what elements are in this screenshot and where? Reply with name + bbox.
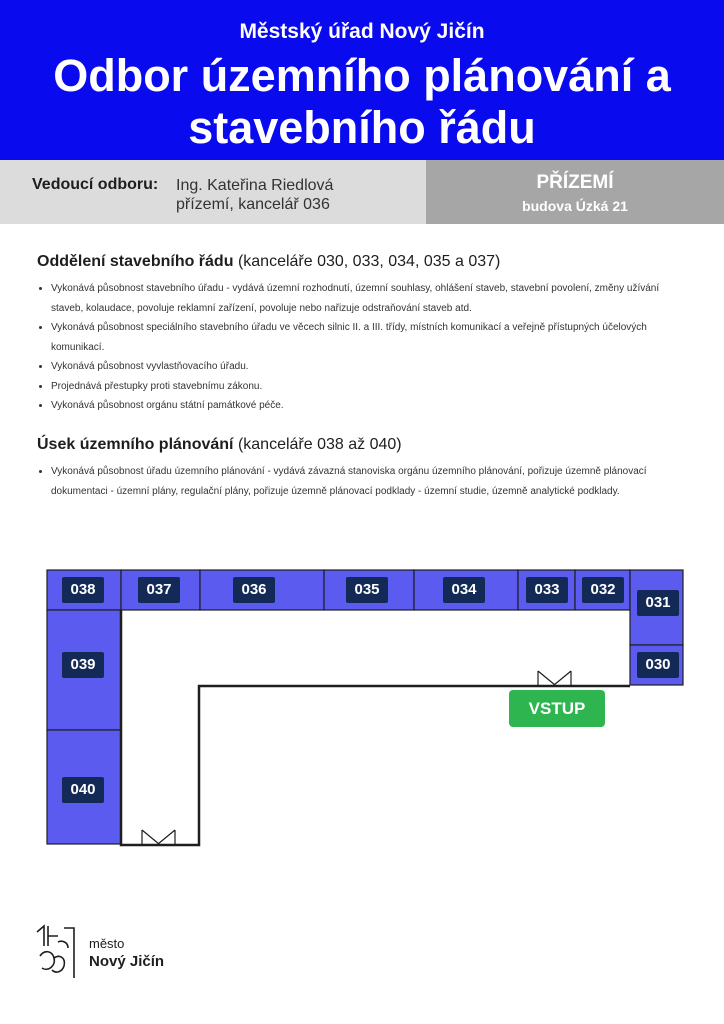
city-logo [34,924,194,984]
city-emblem-icon [34,924,82,980]
floor-bar [426,160,724,224]
room-label-040: 040 [62,777,104,803]
floor-name: PŘÍZEMÍ [536,172,614,193]
list-item: • Vykonává působnost orgánu státní památkové péče. [51,396,677,416]
page-title [0,50,724,154]
room-label-030: 030 [637,652,679,678]
city-office-name: Městský úřad Nový Jičín [239,20,485,43]
room-label-039: 039 [62,652,104,678]
floor-plan [0,560,724,860]
head-label: Vedoucí odboru: [32,176,159,193]
room-label-036: 036 [233,577,275,603]
section-title-text: Oddělení stavebního řádu [37,253,234,270]
section-building-order [37,253,677,416]
head-name: Ing. Kateřina Riedlová [176,177,334,194]
room-label-034: 034 [443,577,485,603]
room-label-035: 035 [346,577,388,603]
entrance-badge: VSTUP [509,690,605,727]
department-head-bar [0,160,426,224]
page-header [0,0,724,160]
logo-line-1: město [89,936,125,951]
room-label-037: 037 [138,577,180,603]
list-item: • Vykonává působnost stavebního úřadu - vydává územní rozhodnutí, územní souhlasy, ohlášení staveb, stavební povolení, změny užívání staveb, kolaudace, povoluje reklamní zařízení, povoluje nebo nařizuje odstraňování staveb atd. [51,279,677,318]
title-line-2: stavebního řádu [188,102,536,153]
room-label-033: 033 [526,577,568,603]
list-item: • Vykonává působnost speciálního stavebního úřadu ve věcech silnic II. a III. třídy, místních komunikací a veřejně přístupných účelových komunikací. [51,318,677,357]
section-title-text: Úsek územního plánování [37,436,234,453]
section-list [37,279,677,416]
section-spatial-planning [37,436,677,501]
door-rear-icon [142,830,175,844]
room-label-038: 038 [62,577,104,603]
title-line-1: Odbor územního plánování a [53,50,671,101]
door-entry-icon [538,671,571,685]
section-offices: (kanceláře 038 až 040) [237,436,402,453]
section-offices: (kanceláře 030, 033, 034, 035 a 037) [237,253,501,270]
floor-plan-drawing [0,560,724,860]
head-office: přízemí, kancelář 036 [176,196,330,213]
logo-line-2: Nový Jičín [89,953,165,970]
list-item: • Vykonává působnost úřadu územního plánování - vydává závazná stanoviska orgánu územního plánování, pořizuje územně plánovací dokumentaci - územní plány, regulační plány, pořizuje územně plánovací podklady - územní studie, územně analytické podklady. [51,462,677,501]
section-title [37,436,677,454]
head-details [176,176,333,214]
building-name: budova Úzká 21 [522,198,628,214]
list-item: • Vykonává působnost vyvlastňovacího úřadu. [51,357,677,377]
corridor-wall [121,610,630,845]
list-item: • Projednává přestupky proti stavebnímu zákonu. [51,377,677,397]
section-list [37,462,677,501]
room-label-032: 032 [582,577,624,603]
room-label-031: 031 [637,590,679,616]
section-title [37,253,677,271]
